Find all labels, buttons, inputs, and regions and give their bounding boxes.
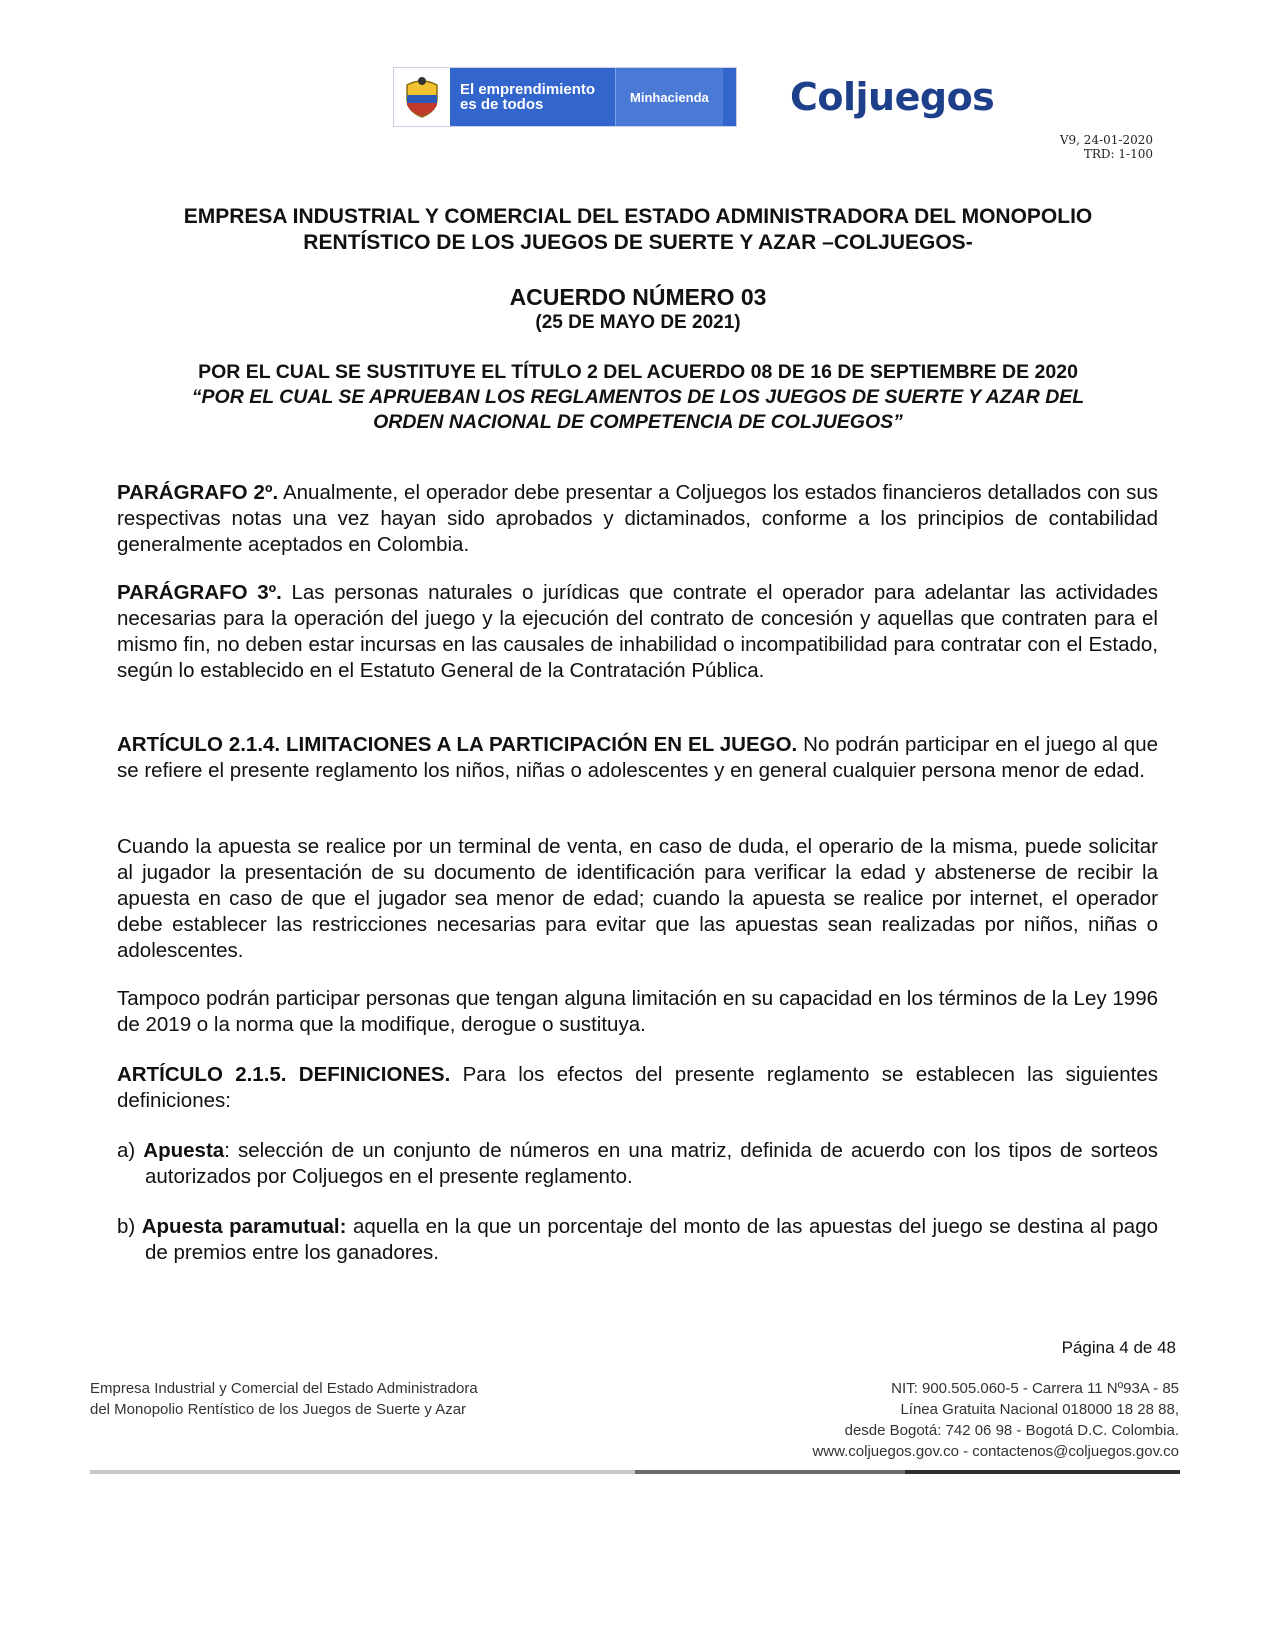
coat-of-arms-icon bbox=[394, 68, 450, 126]
paragraph-cuando: Cuando la apuesta se realice por un terminal de venta, en caso de duda, el operario de la misma, puede solicitar al jugador la presentación de su documento de identificación para verificar la edad y abstenerse de recibir la apuesta en caso de que el jugador sea menor de edad; cuando la apuesta se realice por internet, el operador debe establecer las restricciones necesarias para evitar que las apuestas sean realizadas por niños, niñas o adolescentes. bbox=[117, 835, 1158, 962]
article-2-1-4-label: ARTÍCULO 2.1.4. LIMITACIONES A LA PARTICIPACIÓN EN EL JUEGO. bbox=[117, 733, 798, 756]
ministry-label: Minhacienda bbox=[615, 68, 723, 126]
paragraph-3: PARÁGRAFO 3º. Las personas naturales o jurídicas que contrate el operador para adelantar las actividades necesarias para la operación del juego y la ejecución del contrato de concesión y aquellas que contraten para el mismo fin, no deben estar incursas en las causales de inhabilidad o incompatibilidad para contratar con el Estado, según lo establecido en el Estatuto General de la Contratación Pública. bbox=[117, 581, 1158, 682]
version-info: V9, 24-01-2020 TRD: 1-100 bbox=[1059, 133, 1153, 161]
government-logo bbox=[393, 67, 737, 127]
company-title: EMPRESA INDUSTRIAL Y COMERCIAL DEL ESTADO ADMINISTRADORA DEL MONOPOLIO RENTÍSTICO DE LOS JUEGOS DE SUERTE Y AZAR –COLJUEGOS- bbox=[183, 205, 1093, 254]
footer-divider bbox=[635, 1470, 905, 1474]
footer-divider bbox=[905, 1470, 1180, 1474]
acuerdo-number: ACUERDO NÚMERO 03 bbox=[509, 284, 767, 310]
definition-item-a: a) Apuesta: selección de un conjunto de números en una matriz, definida de acuerdo con los tipos de sorteos autorizados por Coljuegos en el presente reglamento. bbox=[117, 1139, 1158, 1188]
footer-divider bbox=[90, 1470, 635, 1474]
government-slogan: El emprendimiento es de todos bbox=[460, 81, 596, 113]
article-2-1-5-label: ARTÍCULO 2.1.5. DEFINICIONES. bbox=[117, 1063, 451, 1086]
paragraph-3-label: PARÁGRAFO 3º. bbox=[117, 581, 282, 604]
subject-quote: “POR EL CUAL SE APRUEBAN LOS REGLAMENTOS DE LOS JUEGOS DE SUERTE Y AZAR DEL ORDEN NACIONAL DE COMPETENCIA DE COLJUEGOS” bbox=[191, 386, 1085, 433]
paragraph-2: PARÁGRAFO 2º. Anualmente, el operador debe presentar a Coljuegos los estados financieros detallados con sus respectivas notas una vez hayan sido aprobados y dictaminados, conforme a los principios de contabilidad generalmente aceptados en Colombia. bbox=[117, 481, 1158, 556]
coljuegos-logo: Coljuegos bbox=[790, 75, 995, 119]
article-2-1-5: ARTÍCULO 2.1.5. DEFINICIONES. Para los efectos del presente reglamento se establecen las siguientes definiciones: bbox=[117, 1063, 1158, 1112]
paragraph-tampoco: Tampoco podrán participar personas que tengan alguna limitación en su capacidad en los términos de la Ley 1996 de 2019 o la norma que la modifique, derogue o sustituya. bbox=[117, 987, 1158, 1036]
page-number: Página 4 de 48 bbox=[1061, 1338, 1176, 1357]
paragraph-2-label: PARÁGRAFO 2º. bbox=[117, 481, 279, 504]
footer-company: Empresa Industrial y Comercial del Estado Administradora del Monopolio Rentístico de los Juegos de Suerte y Azar bbox=[90, 1380, 478, 1418]
footer-contact: NIT: 900.505.060-5 - Carrera 11 Nº93A - 85 Línea Gratuita Nacional 018000 18 28 88, desde Bogotá: 742 06 98 - Bogotá D.C. Colombia. www.coljuegos.gov.co - contactenos@coljuegos.gov.co bbox=[812, 1380, 1179, 1460]
acuerdo-date: (25 DE MAYO DE 2021) bbox=[535, 312, 741, 333]
subject-line: POR EL CUAL SE SUSTITUYE EL TÍTULO 2 DEL ACUERDO 08 DE 16 DE SEPTIEMBRE DE 2020 bbox=[198, 361, 1078, 383]
article-2-1-4: ARTÍCULO 2.1.4. LIMITACIONES A LA PARTICIPACIÓN EN EL JUEGO. No podrán participar en el juego al que se refiere el presente reglamento los niños, niñas o adolescentes y en general cualquier persona menor de edad. bbox=[117, 733, 1158, 782]
definition-item-b: b) Apuesta paramutual: aquella en la que un porcentaje del monto de las apuestas del juego se destina al pago de premios entre los ganadores. bbox=[117, 1215, 1158, 1264]
